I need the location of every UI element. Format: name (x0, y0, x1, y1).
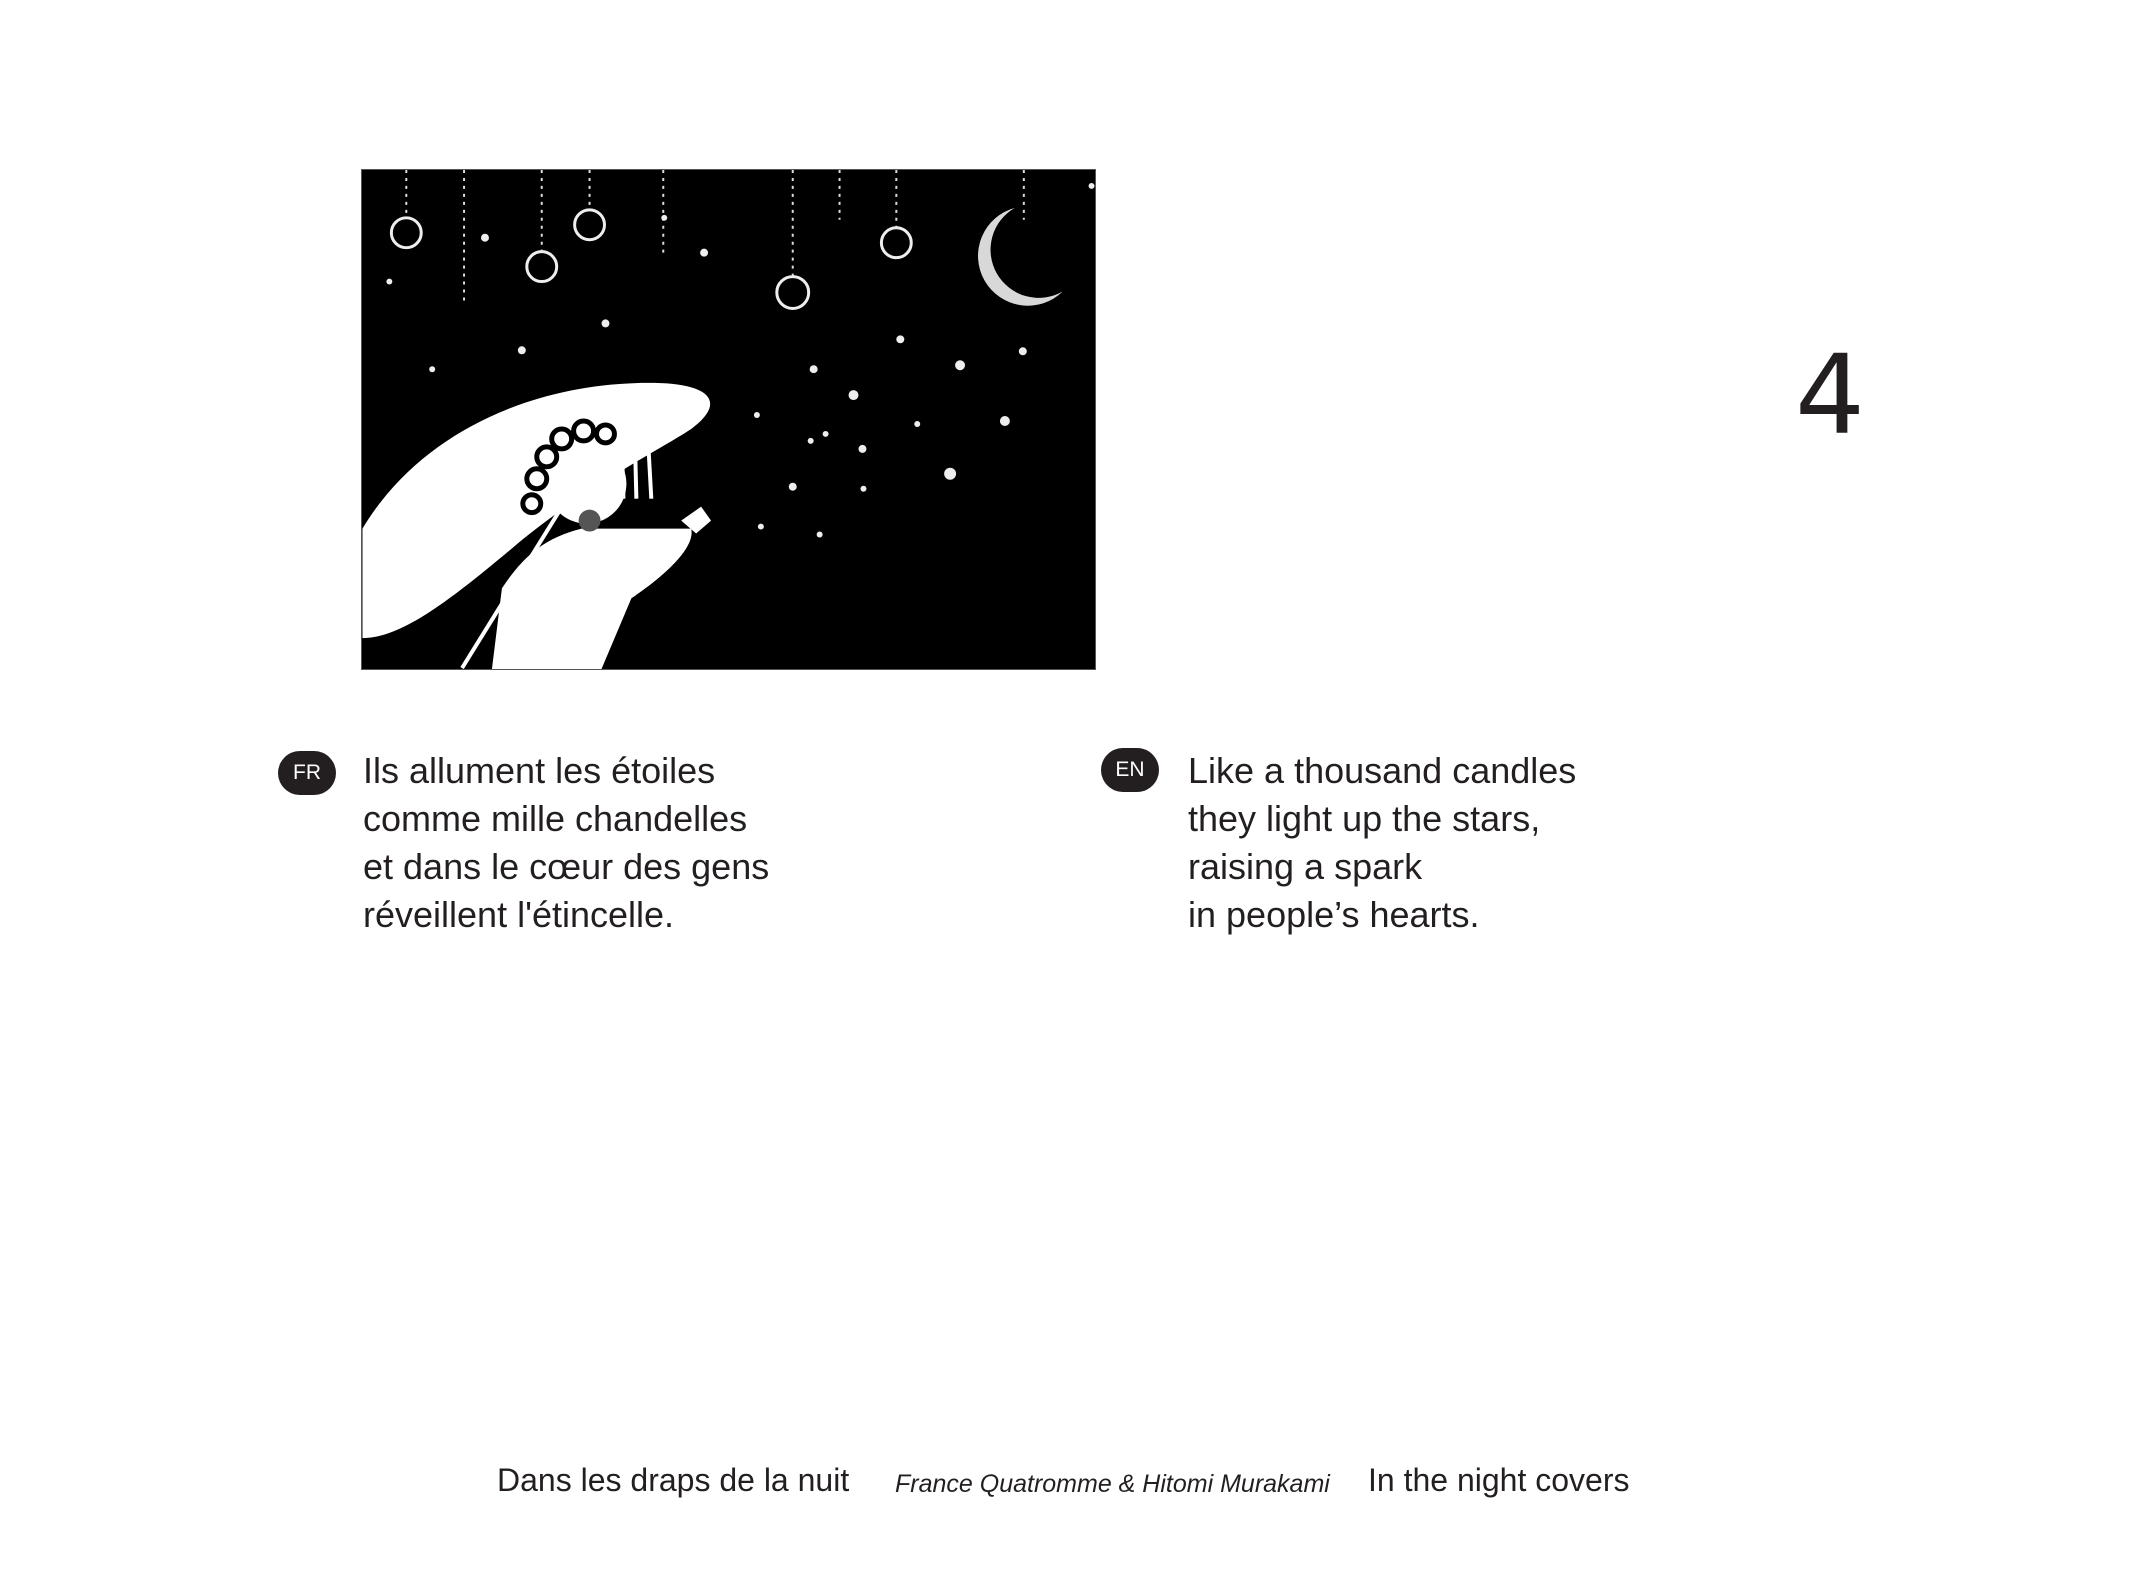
angel-harp-illustration (361, 169, 1096, 670)
night-sky-illustration-icon (362, 170, 1095, 669)
verse-line: they light up the stars, (1188, 798, 1541, 839)
footer-title-fr: Dans les draps de la nuit (497, 1462, 850, 1498)
verse-french (363, 747, 769, 939)
verse-line: et dans le cœur des gens (363, 846, 770, 887)
verse-line: in people’s hearts. (1188, 894, 1480, 935)
page-number: 4 (1795, 331, 1865, 459)
footer-authors: France Quatromme & Hitomi Murakami (895, 1470, 1330, 1498)
language-badge-fr: FR (278, 751, 336, 795)
verse-line: raising a spark (1188, 846, 1423, 887)
language-badge-en: EN (1101, 748, 1159, 792)
verse-line: réveillent l'étincelle. (363, 894, 675, 935)
verse-line: comme mille chandelles (363, 798, 748, 839)
verse-english (1188, 747, 1576, 939)
verse-line: Ils allument les étoiles (363, 750, 716, 791)
footer-title-en: In the night covers (1368, 1462, 1630, 1498)
verse-line: Like a thousand candles (1188, 750, 1577, 791)
angel-cheek-icon (579, 510, 601, 532)
